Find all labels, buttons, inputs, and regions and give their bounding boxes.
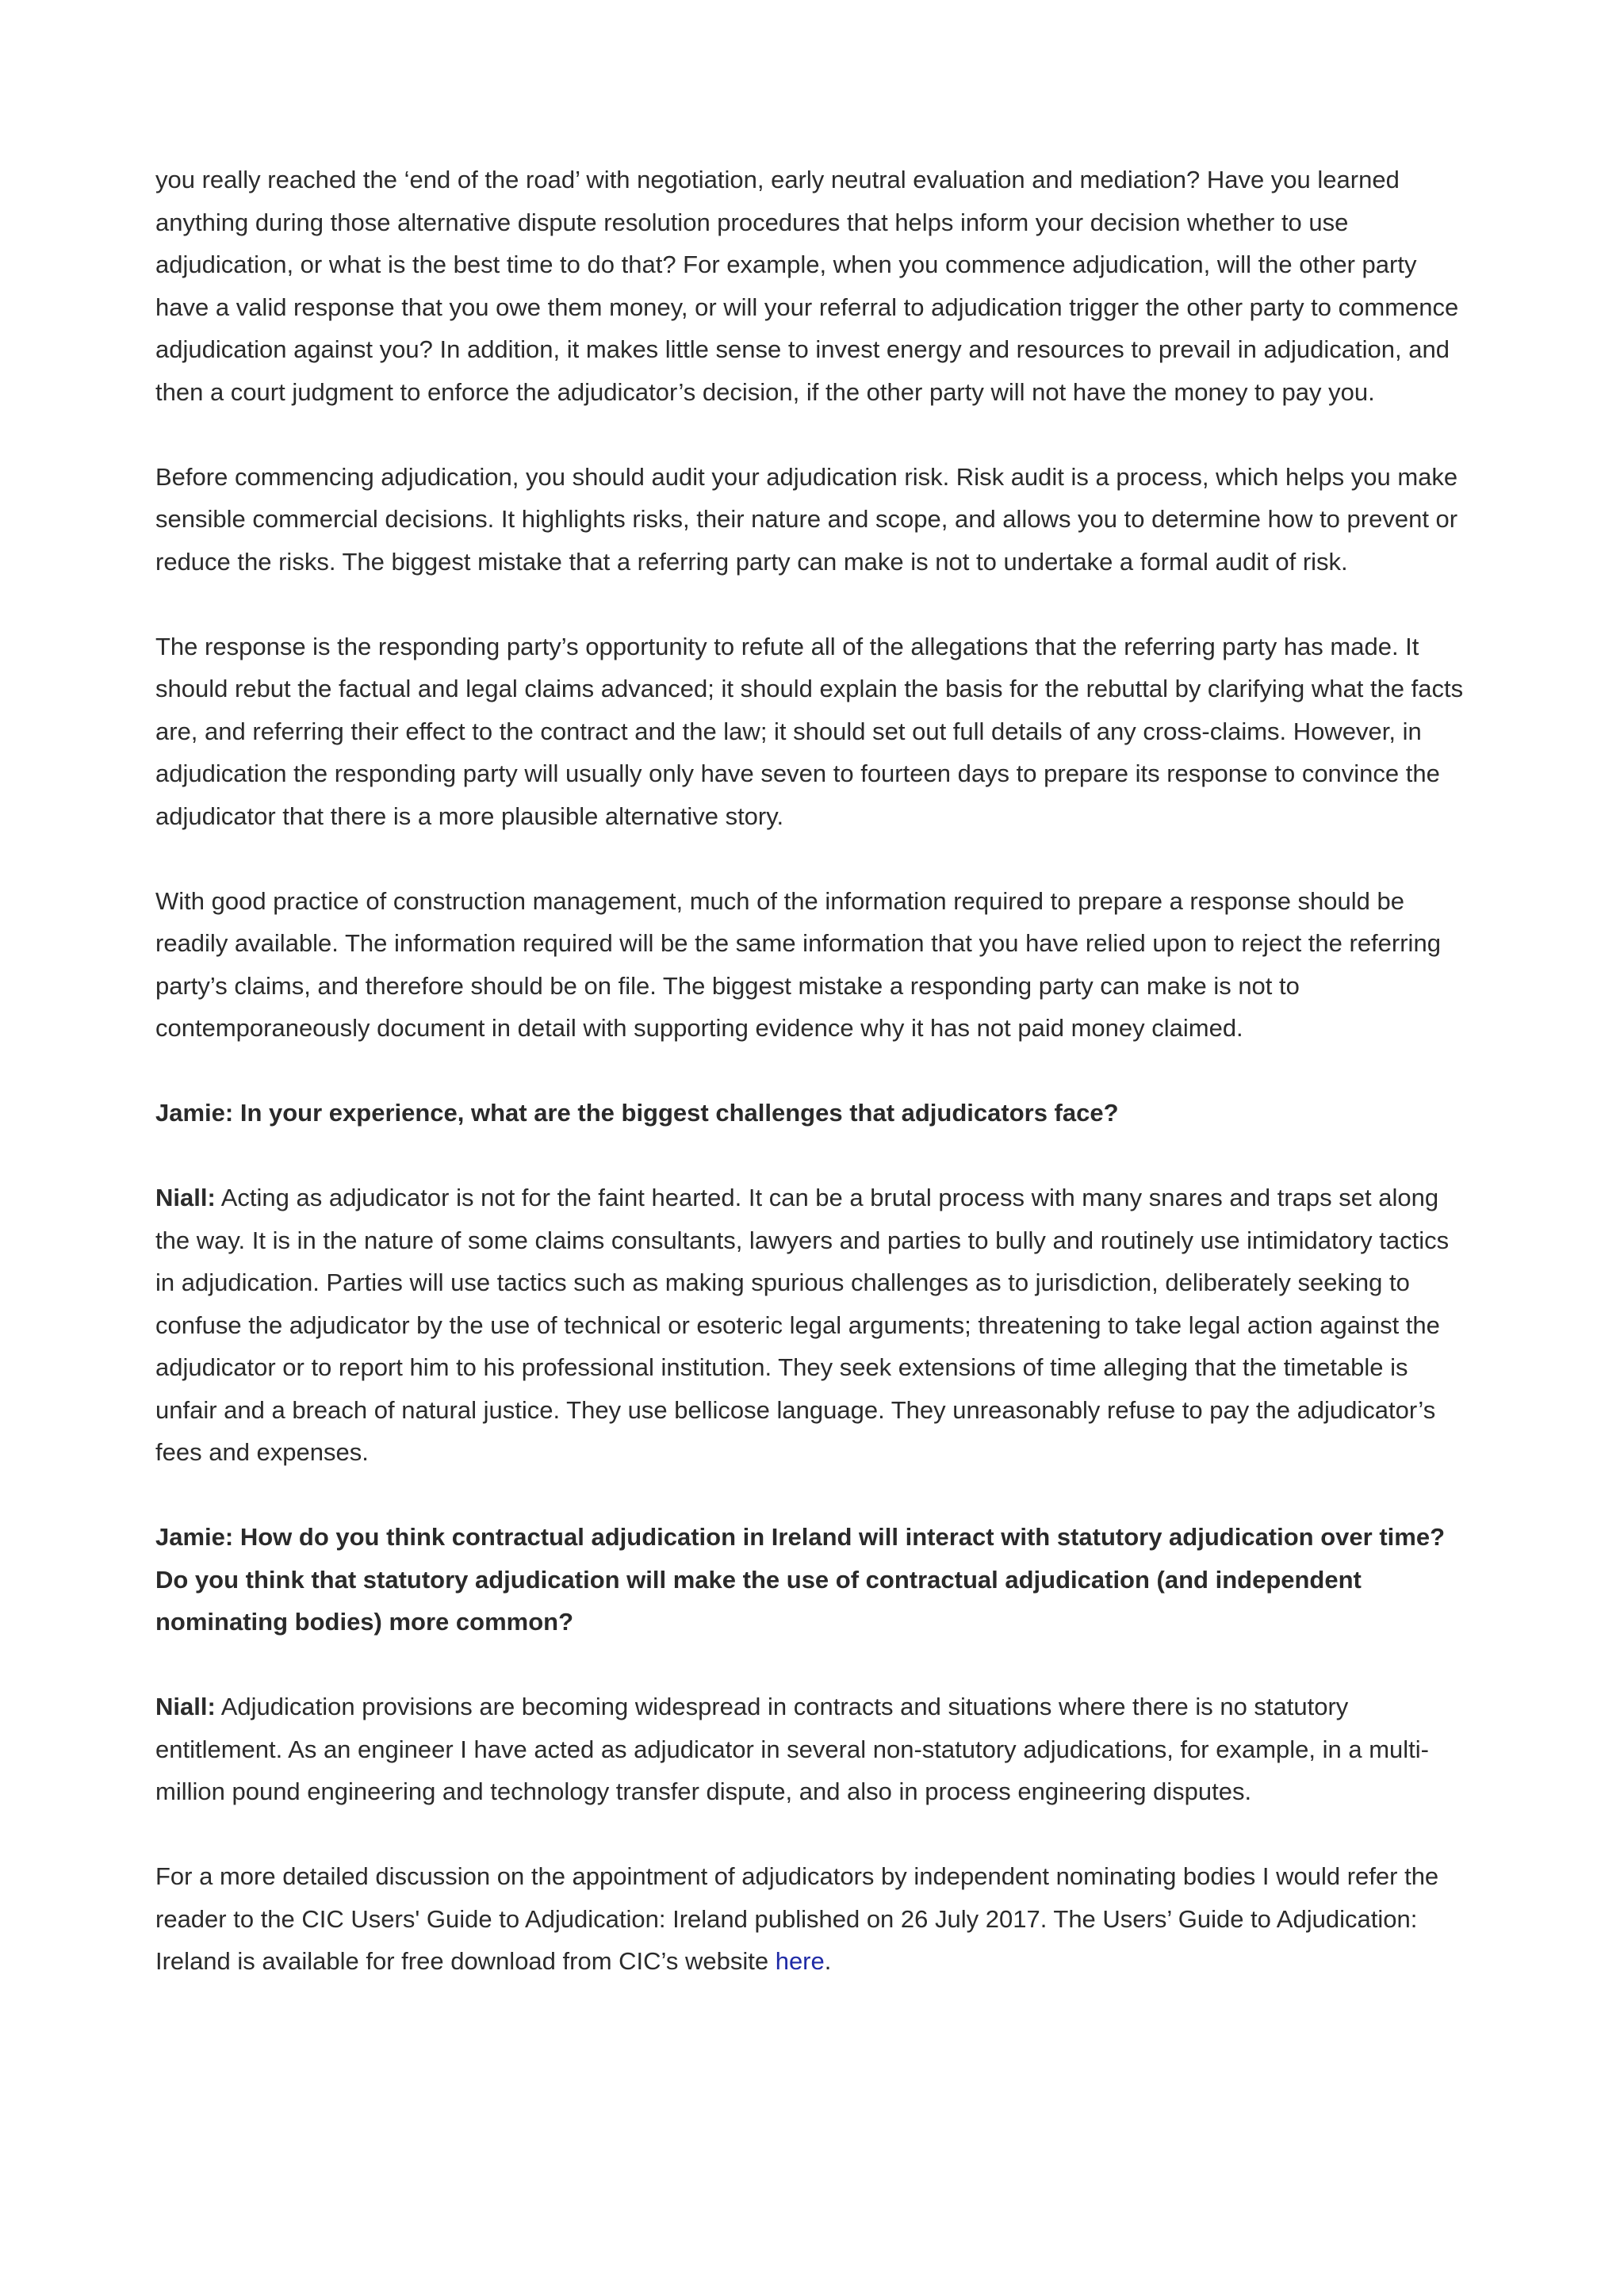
question-contractual-adjudication: Jamie: How do you think contractual adjudication in Ireland will interact with statutory adjudication over time? Do you think that statutory adjudication will make the use of contractual adjudication (and independent nominating bodies) more common? [155,1523,1446,1636]
answer-text: Adjudication provisions are becoming widespread in contracts and situations where there is no statutory entitlement. As an engineer I have acted as adjudicator in several non-statutory adjudications, for example, in a multi-million pound engineering and technology transfer dispute, and also in process engineering disputes. [155,1693,1430,1805]
paragraph-risk-audit: Before commencing adjudication, you should audit your adjudication risk. Risk audit is a process, which helps you make sensible commercial decisions. It highlights risks, their nature and scope, and allows you to determine how to prevent or reduce the risks. The biggest mistake that a referring party can make is not to undertake a formal audit of risk. [155,462,1458,576]
paragraph-construction-management: With good practice of construction management, much of the information required to prepare a response should be readily available. The information required will be the same information that you have relied upon to reject the referring party’s claims, and therefore should be on file. The biggest mistake a responding party can make is not to contemporaneously document in detail with supporting evidence why it has not paid money claimed. [155,886,1441,1042]
paragraph-closing [155,1855,1472,1983]
speaker-label: Niall: [155,1184,216,1211]
cic-website-link[interactable]: here [775,1947,825,1975]
answer-contractual-adjudication [155,1686,1472,1813]
question-challenges: Jamie: In your experience, what are the biggest challenges that adjudicators face? [155,1099,1119,1127]
closing-period: . [824,1947,832,1975]
paragraph-response: The response is the responding party’s opportunity to refute all of the allegations that the referring party has made. It should rebut the factual and legal claims advanced; it should explain the basis for the rebuttal by clarifying what the facts are, and referring their effect to the contract and the law; it should set out full details of any cross-claims. However, in adjudication the responding party will usually only have seven to fourteen days to prepare its response to convince the adjudicator that there is a more plausible alternative story. [155,632,1464,830]
answer-text: Acting as adjudicator is not for the faint hearted. It can be a brutal process with many snares and traps set along the way. It is in the nature of some claims consultants, lawyers and parties to bully and routinely use intimidatory tactics in adjudication. Parties will use tactics such as making spurious challenges as to jurisdiction, deliberately seeking to confuse the adjudicator by the use of technical or esoteric legal arguments; threatening to take legal action against the adjudicator or to report him to his professional institution. They seek extensions of time alleging that the timetable is unfair and a breach of natural justice. They use bellicose language. They unreasonably refuse to pay the adjudicator’s fees and expenses. [155,1184,1450,1466]
answer-challenges [155,1177,1472,1474]
document-body [155,159,1472,1983]
speaker-label: Niall: [155,1693,216,1720]
paragraph-end-of-road: you really reached the ‘end of the road’ with negotiation, early neutral evaluation and mediation? Have you learned anything during those alternative dispute resolution procedures that helps inform your decision whether to use adjudication, or what is the best time to do that? For example, when you commence adjudication, will the other party have a valid response that you owe them money, or will your referral to adjudication trigger the other party to commence adjudication against you? In addition, it makes little sense to invest energy and resources to prevail in adjudication, and then a court judgment to enforce the adjudicator’s decision, if the other party will not have the money to pay you. [155,166,1459,406]
closing-text: For a more detailed discussion on the appointment of adjudicators by independent nominating bodies I would refer the reader to the CIC Users' Guide to Adjudication: Ireland published on 26 July 2017. The Users’ Guide to Adjudication: Ireland is available for free download from CIC’s website [155,1862,1439,1975]
